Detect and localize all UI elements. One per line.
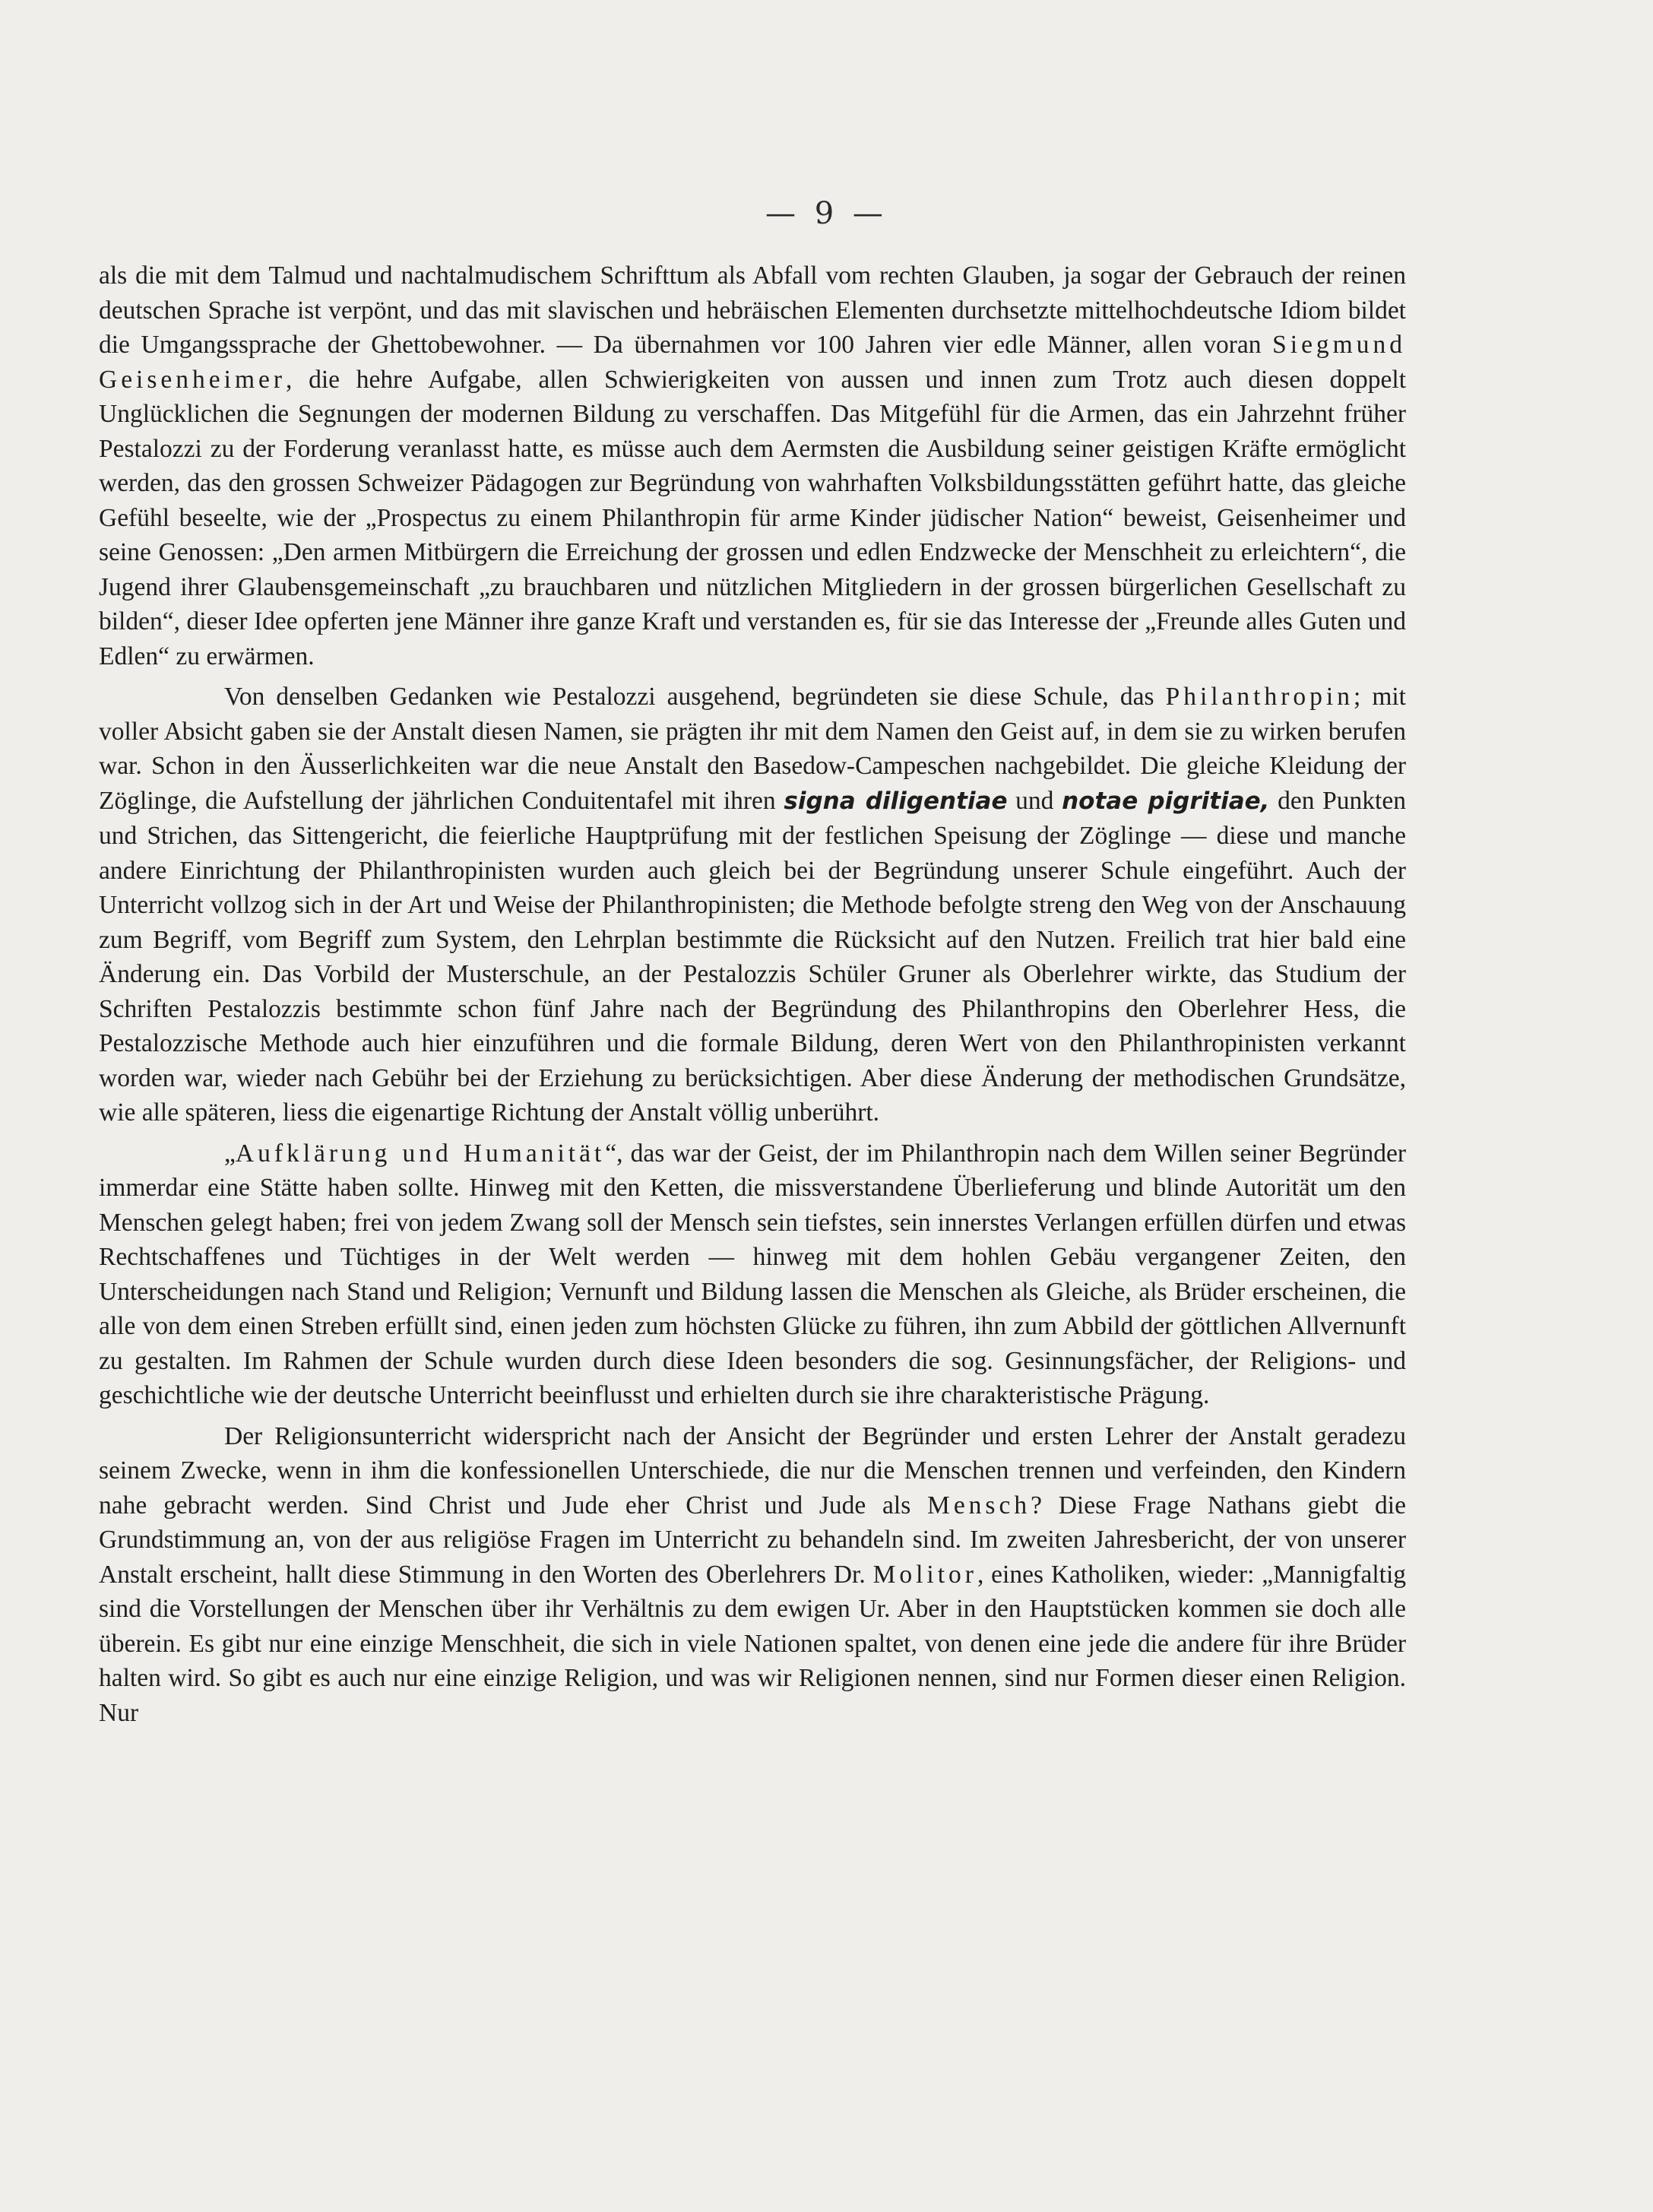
body-text (99, 258, 1406, 1730)
italic-term: signa diligentiae (784, 787, 1008, 815)
text-run: Der Religionsunterricht widerspricht nach der Ansicht der Begründer und ersten Lehrer der Anstalt geradezu seinem Zwecke, wenn in ihm die konfessionellen Unterschiede, die nur die Menschen trennen und verfeinden, den Kindern nahe gebracht werden. Sind Christ und Jude eher Christ und Jude als (99, 1421, 1406, 1520)
spaced-name: Siegmund Geisenheimer (99, 331, 1406, 394)
paragraph (99, 1419, 1406, 1731)
page-number: — 9 — (765, 196, 888, 231)
paragraph (99, 1136, 1406, 1413)
text-run: ? Diese Frage Nathans giebt die Grundstimmung an, von der aus religiöse Fragen im Unterricht zu behandeln sind. Im zweiten Jahresbericht, der von unserer Anstalt erscheint, hallt diese Stimmung in den Worten des Oberlehrers Dr. (99, 1491, 1406, 1589)
text-run: , eines Katholiken, wieder: „Mannigfaltig sind die Vorstellungen der Menschen über ihr Verhältnis zu dem ewigen Ur. Aber in den Hauptstücken kommen sie doch alle überein. Es gibt nur eine einzige Menschheit, die sich in viele Nationen spaltet, von denen eine jede die andere für ihre Brüder halten wird. So gibt es auch nur eine einzige Religion, und was wir Religionen nennen, sind nur Formen dieser einen Religion. Nur (99, 1560, 1406, 1727)
paragraph (99, 680, 1406, 1130)
spaced-name: Mensch (927, 1491, 1031, 1520)
text-run: und (1007, 786, 1062, 815)
spaced-name: Molitor (872, 1560, 977, 1589)
spaced-name: Philanthropin (1165, 683, 1354, 711)
text-run: ; mit voller Absicht gaben sie der Anstalt diesen Namen, sie prägten ihr mit dem Namen den Geist auf, in dem sie zu wirken berufen war. Schon in den Äusserlichkeiten war die neue Anstalt den Basedow-Campeschen nachgebildet. Die gleiche Kleidung der Zöglinge, die Aufstellung der jährlichen Conduitentafel mit ihren (99, 683, 1406, 815)
text-run: den Punkten und Strichen, das Sittengericht, die feierliche Hauptprüfung mit der festlichen Speisung der Zöglinge — diese und manche andere Einrichtung der Philanthropinisten wurden auch gleich bei der Begründung unserer Schule eingeführt. Auch der Unterricht vollzog sich in der Art und Weise der Philanthropinisten; die Methode befolgte streng den Weg von der Anschauung zum Begriff, vom Begriff zum System, den Lehrplan bestimmte die Rücksicht auf den Nutzen. Freilich trat hier bald eine Änderung ein. Das Vorbild der Musterschule, an der Pestalozzis Schüler Gruner als Oberlehrer wirkte, das Studium der Schriften Pestalozzis bestimmte schon fünf Jahre nach der Begründung des Philanthropins den Oberlehrer Hess, die Pestalozzische Methode auch hier einzuführen und die formale Bildung, deren Wert von den Philanthropinisten verkannt worden war, wieder nach Gebühr bei der Erziehung zu berücksichtigen. Aber diese Änderung der methodischen Grundsätze, wie alle späteren, liess die eigenartige Richtung der Anstalt völlig unberührt. (99, 786, 1406, 1127)
text-run: “, das war der Geist, der im Philanthropin nach dem Willen seiner Begründer immerdar eine Stätte haben sollte. Hinweg mit den Ketten, die missverstandene Überlieferung und blinde Autorität um den Menschen gelegt haben; frei von jedem Zwang soll der Mensch sein tiefstes, sein innerstes Verlangen erfüllen dürfen und etwas Rechtschaffenes und Tüchtiges in der Welt werden — hinweg mit dem hohlen Gebäu vergangener Zeiten, den Unterscheidungen nach Stand und Religion; Vernunft und Bildung lassen die Menschen als Gleiche, als Brüder erscheinen, die alle von dem einen Streben erfüllt sind, einen jeden zum höchsten Glücke zu führen, ihn zum Abbild der göttlichen Allvernunft zu gestalten. Im Rahmen der Schule wurden durch diese Ideen besonders die sog. Gesinnungsfächer, der Religions- und geschichtliche wie der deutsche Unterricht beeinflusst und erhielten durch sie ihre charakteristische Prägung. (99, 1139, 1407, 1409)
text-run: , die hehre Aufgabe, allen Schwierigkeiten von aussen und innen zum Trotz auch diesen doppelt Unglücklichen die Segnungen der modernen Bildung zu verschaffen. Das Mitgefühl für die Armen, das ein Jahrzehnt früher Pestalozzi zu der Forderung veranlasst hatte, es müsse auch dem Aermsten die Ausbildung seiner geistigen Kräfte ermöglicht werden, das den grossen Schweizer Pädagogen zur Begründung von wahrhaften Volksbildungsstätten geführt hatte, das gleiche Gefühl beseelte, wie der „Prospectus zu einem Philanthropin für arme Kinder jüdischer Nation“ beweist, Geisenheimer und seine Genossen: „Den armen Mitbürgern die Erreichung der grossen und edlen Endzwecke der Menschheit zu erleichtern“, die Jugend ihrer Glaubensgemeinschaft „zu brauchbaren und nützlichen Mitgliedern in der grossen bürgerlichen Gesellschaft zu bilden“, dieser Idee opferten jene Männer ihre ganze Kraft und verstanden es, für sie das Interesse der „Freunde alles Guten und Edlen“ zu erwärmen. (99, 365, 1406, 670)
text-run: „ (224, 1139, 236, 1168)
paragraph (99, 258, 1406, 673)
text-run: als die mit dem Talmud und nachtalmudischem Schrifttum als Abfall vom rechten Glauben, ja sogar der Gebrauch der reinen deutschen Sprache ist verpönt, und das mit slavischen und hebräischen Elementen durchsetzte mittelhochdeutsche Idiom bildet die Umgangssprache der Ghettobewohner. — Da übernahmen vor 100 Jahren vier edle Männer, allen voran (99, 261, 1406, 359)
italic-term: notae pigritiae, (1062, 787, 1270, 815)
spaced-name: Aufklärung und Humanität (235, 1139, 606, 1168)
text-run: Von denselben Gedanken wie Pestalozzi ausgehend, begründeten sie diese Schule, das (224, 683, 1166, 711)
